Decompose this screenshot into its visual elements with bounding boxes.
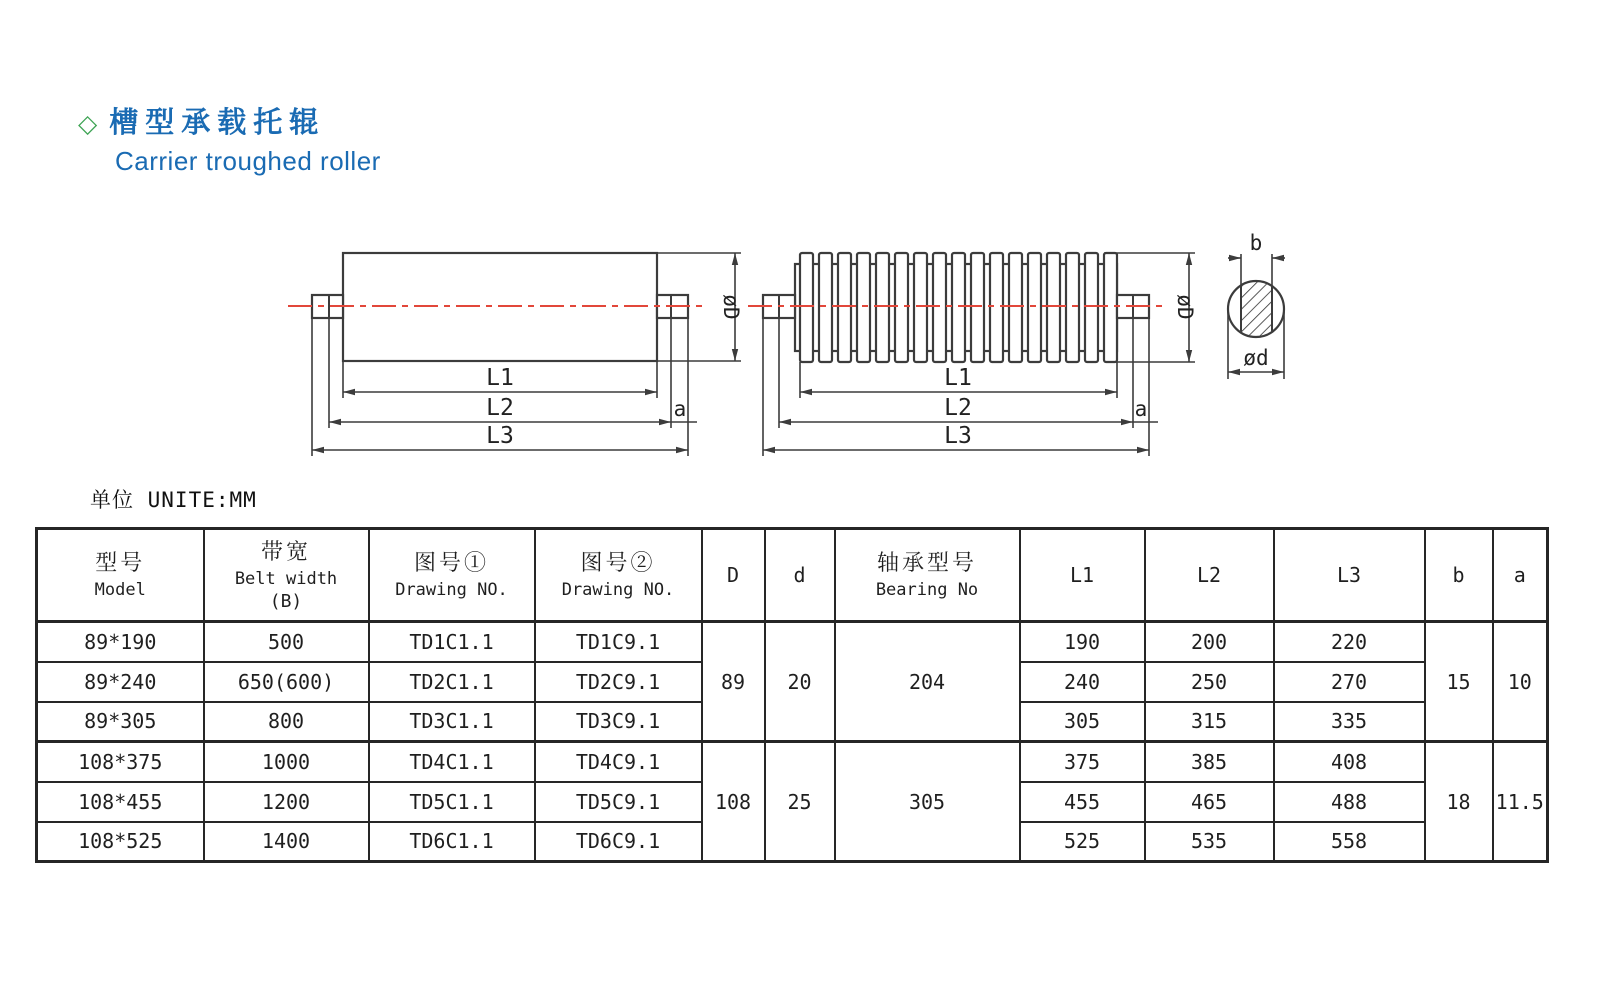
col-header-b: b xyxy=(1425,529,1493,622)
cell-L3: 558 xyxy=(1274,822,1425,862)
figure-section-view xyxy=(1228,231,1285,379)
col-header-D: D xyxy=(702,529,765,622)
cell-bearing: 305 xyxy=(835,742,1020,862)
cell-model: 108*375 xyxy=(37,742,204,782)
col-header-drawing-1: 图号① Drawing NO. xyxy=(369,529,535,622)
cell-model: 108*525 xyxy=(37,822,204,862)
cell-drawing-1: TD2C1.1 xyxy=(369,662,535,702)
table-row xyxy=(37,622,1548,662)
cell-L3: 488 xyxy=(1274,782,1425,822)
cell-belt-width: 1400 xyxy=(204,822,369,862)
cell-a: 11.5 xyxy=(1493,742,1548,862)
dim-label-l3: L3 xyxy=(944,423,972,449)
cell-d: 25 xyxy=(765,742,835,862)
dim-label-a: a xyxy=(1134,397,1148,421)
cell-belt-width: 1000 xyxy=(204,742,369,782)
dim-label-diameter-outer: øD xyxy=(719,294,743,320)
cell-drawing-2: TD5C9.1 xyxy=(535,782,702,822)
cell-L2: 385 xyxy=(1145,742,1274,782)
dim-label-a: a xyxy=(673,397,687,421)
cell-L1: 455 xyxy=(1020,782,1145,822)
cell-L1: 375 xyxy=(1020,742,1145,782)
cell-drawing-1: TD3C1.1 xyxy=(369,702,535,742)
cell-L2: 200 xyxy=(1145,622,1274,662)
col-header-bearing: 轴承型号 Bearing No xyxy=(835,529,1020,622)
col-header-L1: L1 xyxy=(1020,529,1145,622)
cell-belt-width: 1200 xyxy=(204,782,369,822)
roller-ribs xyxy=(800,253,1117,362)
cell-L2: 315 xyxy=(1145,702,1274,742)
cell-belt-width: 500 xyxy=(204,622,369,662)
cell-L1: 525 xyxy=(1020,822,1145,862)
cell-drawing-1: TD5C1.1 xyxy=(369,782,535,822)
figure-ribbed-roller xyxy=(748,253,1197,456)
cell-model: 89*305 xyxy=(37,702,204,742)
cell-bearing: 204 xyxy=(835,622,1020,742)
col-header-a: a xyxy=(1493,529,1548,622)
cell-L3: 270 xyxy=(1274,662,1425,702)
diamond-icon: ◇ xyxy=(78,110,98,139)
cell-drawing-1: TD6C1.1 xyxy=(369,822,535,862)
dim-label-l1: L1 xyxy=(944,365,972,391)
page-title-zh: 槽型承载托辊 xyxy=(109,107,326,139)
cell-L2: 535 xyxy=(1145,822,1274,862)
cell-D: 108 xyxy=(702,742,765,862)
dim-label-l2: L2 xyxy=(486,395,514,421)
cell-L1: 190 xyxy=(1020,622,1145,662)
cell-L3: 220 xyxy=(1274,622,1425,662)
cell-L2: 465 xyxy=(1145,782,1274,822)
cell-L3: 408 xyxy=(1274,742,1425,782)
cell-d: 20 xyxy=(765,622,835,742)
dim-label-l3: L3 xyxy=(486,423,514,449)
cell-model: 108*455 xyxy=(37,782,204,822)
cell-belt-width: 800 xyxy=(204,702,369,742)
cell-drawing-1: TD1C1.1 xyxy=(369,622,535,662)
cell-L1: 305 xyxy=(1020,702,1145,742)
dim-label-l1: L1 xyxy=(486,365,514,391)
dim-label-b: b xyxy=(1249,231,1263,255)
cell-b: 18 xyxy=(1425,742,1493,862)
cell-L2: 250 xyxy=(1145,662,1274,702)
cell-drawing-2: TD2C9.1 xyxy=(535,662,702,702)
cell-L3: 335 xyxy=(1274,702,1425,742)
cell-b: 15 xyxy=(1425,622,1493,742)
col-header-model: 型号 Model xyxy=(37,529,204,622)
hatched-band xyxy=(1241,277,1272,341)
table-row xyxy=(37,742,1548,782)
cell-drawing-2: TD6C9.1 xyxy=(535,822,702,862)
cell-model: 89*190 xyxy=(37,622,204,662)
cell-drawing-1: TD4C1.1 xyxy=(369,742,535,782)
col-header-d: d xyxy=(765,529,835,622)
cell-drawing-2: TD4C9.1 xyxy=(535,742,702,782)
cell-a: 10 xyxy=(1493,622,1548,742)
col-header-belt-width: 带宽 Belt width (B) xyxy=(204,529,369,622)
col-header-L3: L3 xyxy=(1274,529,1425,622)
col-header-drawing-2: 图号② Drawing NO. xyxy=(535,529,702,622)
cell-drawing-2: TD1C9.1 xyxy=(535,622,702,662)
dim-label-diameter-inner: ød xyxy=(1243,346,1269,370)
dim-label-diameter-outer: øD xyxy=(1173,294,1197,320)
figure-smooth-roller xyxy=(288,253,743,456)
unit-label: 单位 UNITE:MM xyxy=(90,488,257,512)
col-header-L2: L2 xyxy=(1145,529,1274,622)
header-row xyxy=(37,529,1548,622)
cell-model: 89*240 xyxy=(37,662,204,702)
cell-L1: 240 xyxy=(1020,662,1145,702)
cell-belt-width: 650(600) xyxy=(204,662,369,702)
dim-label-l2: L2 xyxy=(944,395,972,421)
spec-table xyxy=(35,527,1549,863)
cell-D: 89 xyxy=(702,622,765,742)
cell-drawing-2: TD3C9.1 xyxy=(535,702,702,742)
page-title-en: Carrier troughed roller xyxy=(115,145,381,176)
